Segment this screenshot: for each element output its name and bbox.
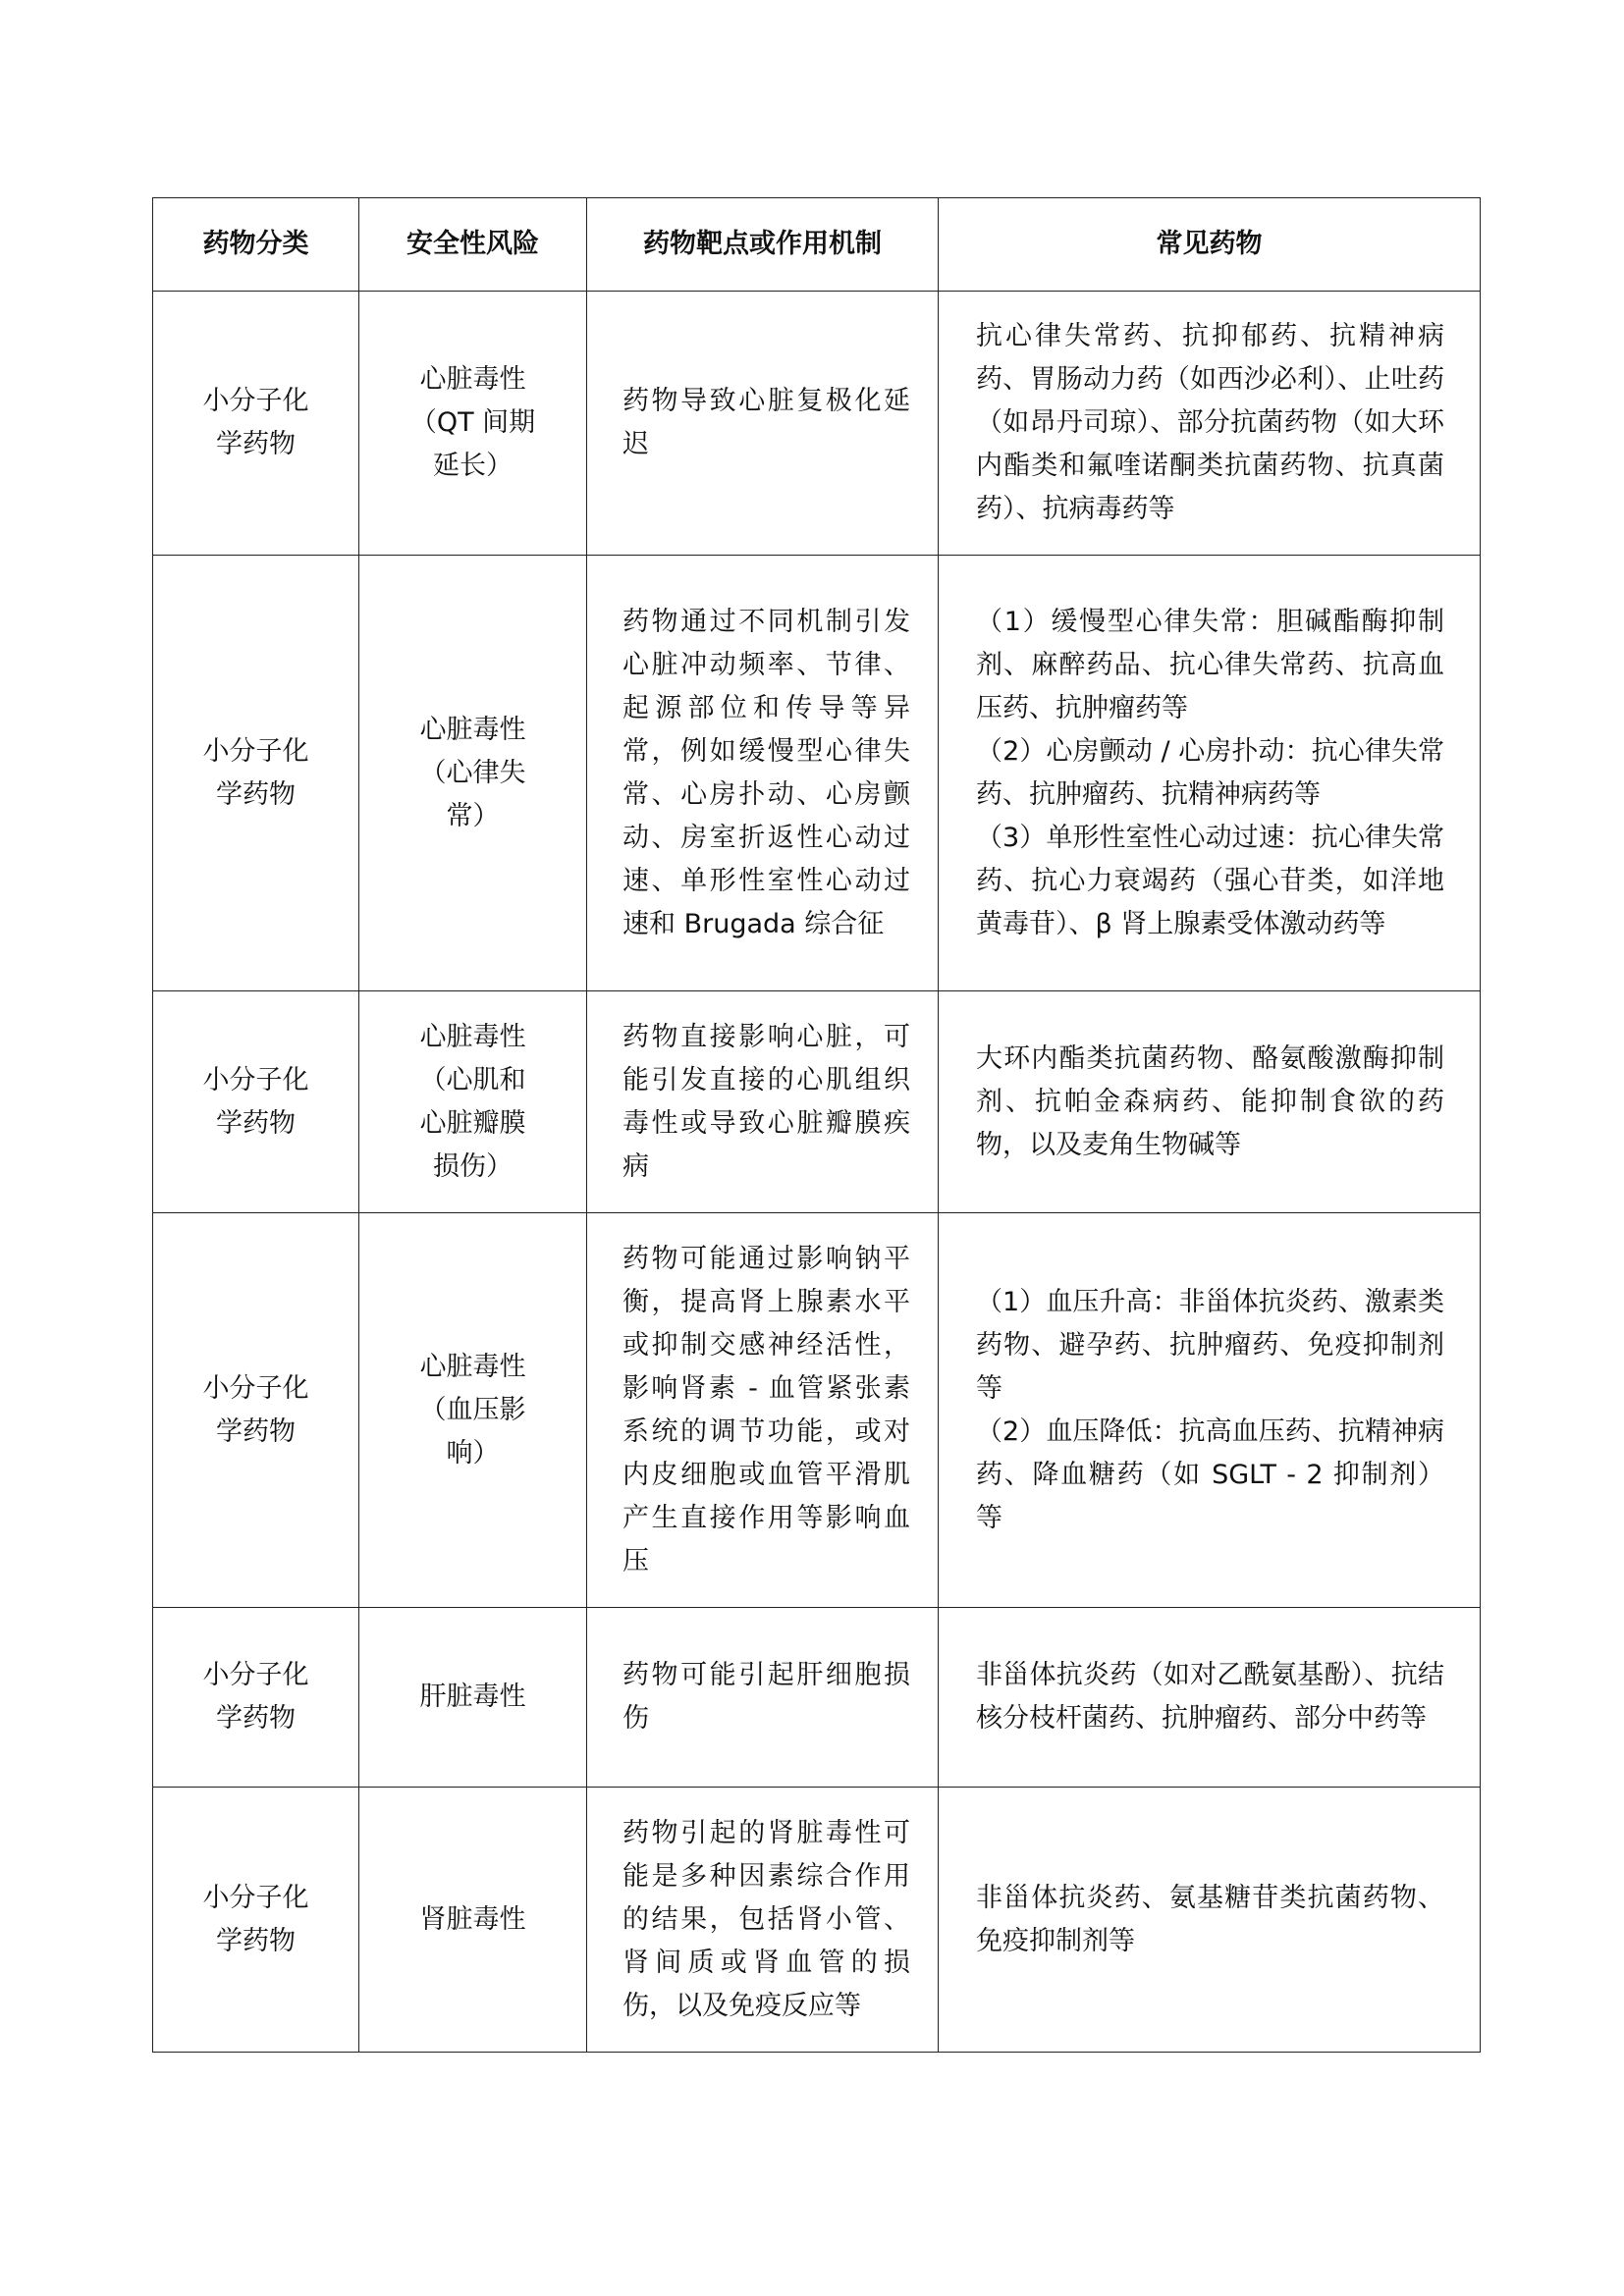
drug-item: 非甾体抗炎药（如对乙酰氨基酚）、抗结核分枝杆菌药、抗肿瘤药、部分中药等: [976, 1660, 1444, 1734]
cell-category: 小分子化学药物: [202, 1372, 309, 1447]
table-row: [153, 556, 1481, 991]
table-row: [153, 991, 1481, 1213]
table-row: [153, 1213, 1481, 1608]
cell-mechanism: 药物引起的肾脏毒性可能是多种因素综合作用的结果，包括肾小管、肾间质或肾血管的损伤，以及免疫反应等: [623, 1817, 910, 2021]
header-mechanism: 药物靶点或作用机制: [587, 198, 939, 292]
drug-item: （3）单形性室性心动过速：抗心律失常药、抗心力衰竭药（强心苷类，如洋地黄毒苷）、β 肾上腺素受体激动药等: [976, 822, 1444, 939]
cell-mechanism: 药物导致心脏复极化延迟: [623, 386, 910, 459]
cell-category: 小分子化学药物: [202, 1660, 309, 1734]
header-risk: 安全性风险: [359, 198, 587, 292]
table-header-row: [153, 198, 1481, 292]
drug-item: （1）血压升高：非甾体抗炎药、激素类药物、避孕药、抗肿瘤药、免疫抑制剂等: [976, 1286, 1444, 1404]
cell-drugs: [939, 1654, 1480, 1740]
drug-item: （2）心房颤动 / 心房扑动：抗心律失常药、抗肿瘤药、抗精神病药等: [976, 735, 1444, 810]
cell-category: 小分子化学药物: [202, 386, 309, 459]
cell-mechanism: 药物直接影响心脏，可能引发直接的心肌组织毒性或导致心脏瓣膜疾病: [623, 1021, 910, 1182]
cell-risk: 心脏毒性（心律失常）: [419, 714, 526, 831]
cell-mechanism: 药物可能引起肝细胞损伤: [623, 1660, 910, 1734]
cell-drugs: [939, 1038, 1480, 1167]
cell-category: 小分子化学药物: [202, 735, 309, 810]
cell-drugs: [939, 315, 1480, 531]
drug-item: （2）血压降低：抗高血压药、抗精神病药、降血糖药（如 SGLT - 2 抑制剂）等: [976, 1415, 1444, 1533]
cell-category: 小分子化学药物: [202, 1882, 309, 1956]
header-category: 药物分类: [153, 198, 359, 292]
cell-risk: 心脏毒性（心肌和心脏瓣膜损伤）: [419, 1021, 526, 1182]
table-row: [153, 1608, 1481, 1788]
cell-risk: 肾脏毒性: [419, 1903, 526, 1935]
cell-category: 小分子化学药物: [202, 1064, 309, 1139]
cell-mechanism: 药物通过不同机制引发心脏冲动频率、节律、起源部位和传导等异常，例如缓慢型心律失常、心房扑动、心房颤动、房室折返性心动过速、单形性室性心动过速和 Brugada 综合征: [623, 606, 910, 939]
cell-drugs: [939, 1877, 1480, 1963]
cell-drugs: [939, 1281, 1480, 1540]
drug-item: 抗心律失常药、抗抑郁药、抗精神病药、胃肠动力药（如西沙必利）、止吐药（如昂丹司琼）、部分抗菌药物（如大环内酯类和氟喹诺酮类抗菌药物、抗真菌药）、抗病毒药等: [976, 321, 1444, 524]
header-drugs: 常见药物: [939, 198, 1481, 292]
cell-risk: 肝脏毒性: [419, 1682, 526, 1712]
cell-risk: 心脏毒性（血压影响）: [419, 1351, 526, 1468]
table-row: [153, 1788, 1481, 2053]
table-row: [153, 292, 1481, 556]
drug-item: 非甾体抗炎药、氨基糖苷类抗菌药物、免疫抑制剂等: [976, 1882, 1444, 1956]
drug-item: 大环内酯类抗菌药物、酪氨酸激酶抑制剂、抗帕金森病药、能抑制食欲的药物，以及麦角生物碱等: [976, 1042, 1444, 1160]
cell-drugs: [939, 601, 1480, 946]
drug-safety-table: [152, 197, 1481, 2053]
cell-mechanism: 药物可能通过影响钠平衡，提高肾上腺素水平或抑制交感神经活性，影响肾素 - 血管紧张素系统的调节功能，或对内皮细胞或血管平滑肌产生直接作用等影响血压: [623, 1243, 910, 1576]
drug-item: （1）缓慢型心律失常：胆碱酯酶抑制剂、麻醉药品、抗心律失常药、抗高血压药、抗肿瘤药等: [976, 606, 1444, 723]
cell-risk: 心脏毒性（QT 间期延长）: [409, 364, 536, 481]
